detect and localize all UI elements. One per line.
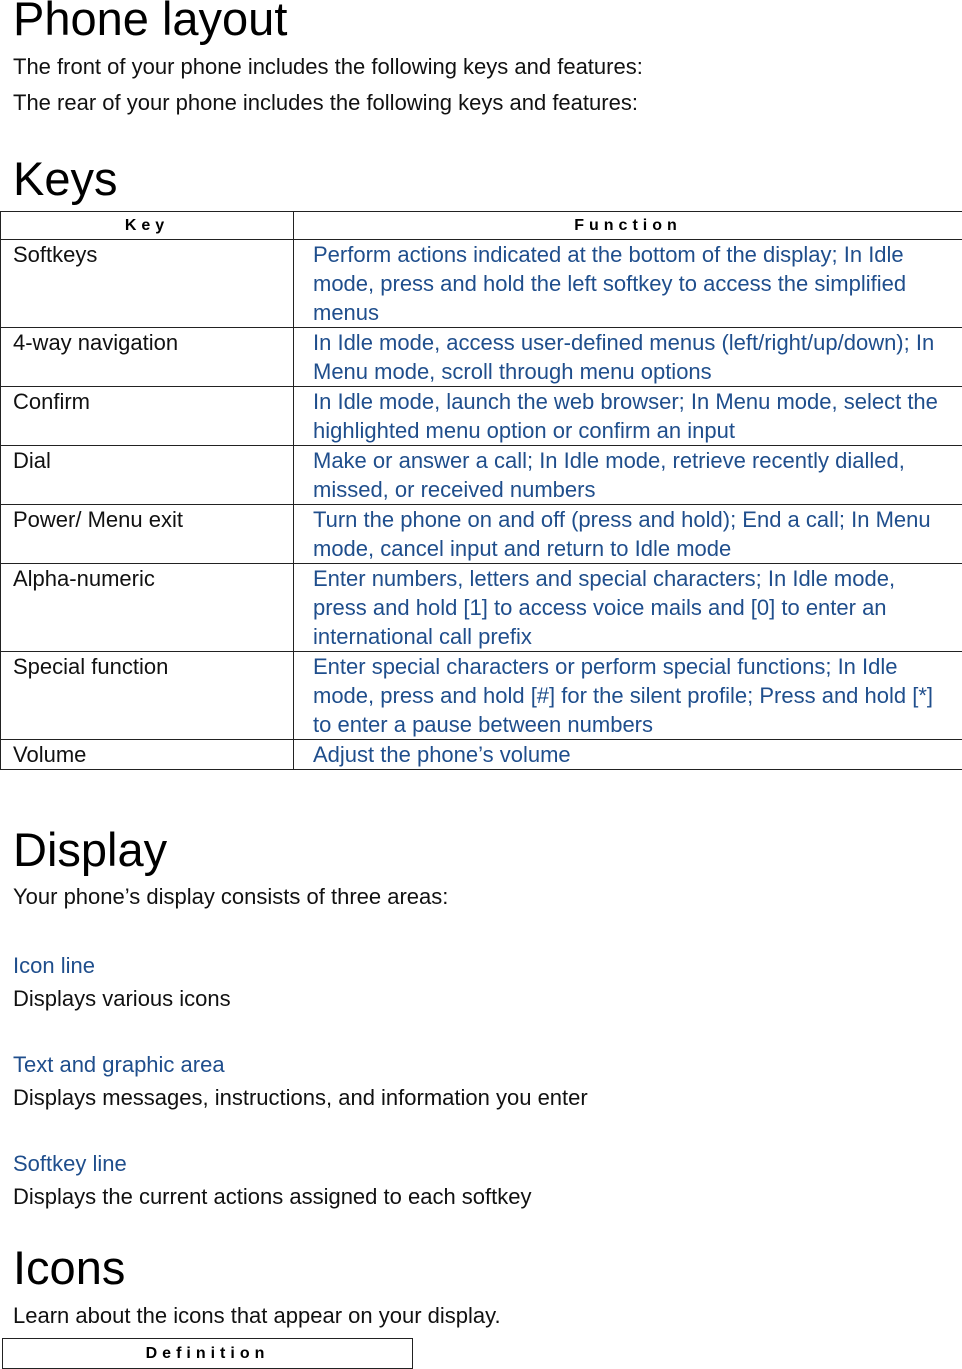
keys-heading: Keys [13,152,118,205]
key-function: Perform actions indicated at the bottom of the display; In Idle mode, press and hold the left softkey to access the simplified menus [294,240,962,328]
phone-layout-heading: Phone layout [13,0,288,45]
key-function: In Idle mode, access user-defined menus (left/right/up/down); In Menu mode, scroll through menu options [294,328,962,387]
key-name: Special function [1,652,294,740]
softkey-line-title: Softkey line [13,1151,127,1176]
table-row [1,240,962,328]
key-name: Confirm [1,387,294,446]
rear-keys-text: The rear of your phone includes the following keys and features: [13,90,638,115]
icon-line-desc: Displays various icons [13,986,231,1011]
softkey-line-desc: Displays the current actions assigned to each softkey [13,1184,532,1209]
key-function: Make or answer a call; In Idle mode, retrieve recently dialled, missed, or received numbers [294,446,962,505]
table-row [1,387,962,446]
display-heading: Display [13,823,168,876]
text-graphic-area-title: Text and graphic area [13,1052,225,1077]
key-function: Enter special characters or perform special functions; In Idle mode, press and hold [#] for the silent profile; Press and hold [*] to enter a pause between numbers [294,652,962,740]
icons-intro: Learn about the icons that appear on your display. [13,1303,501,1328]
icon-line-title: Icon line [13,953,95,978]
table-row [1,446,962,505]
table-row [1,564,962,652]
front-keys-text: The front of your phone includes the following keys and features: [13,54,643,79]
key-name: Alpha-numeric [1,564,294,652]
key-function: Adjust the phone’s volume [294,740,962,770]
table-row [1,652,962,740]
key-name: 4-way navigation [1,328,294,387]
display-intro: Your phone’s display consists of three areas: [13,884,449,909]
key-name: Volume [1,740,294,770]
key-name: Dial [1,446,294,505]
function-column-header: Function [294,212,962,240]
definition-table-header: Definition [2,1338,413,1369]
key-name: Softkeys [1,240,294,328]
table-row [1,328,962,387]
key-function: In Idle mode, launch the web browser; In Menu mode, select the highlighted menu option or confirm an input [294,387,962,446]
keys-table [0,211,962,770]
table-row [1,505,962,564]
text-graphic-area-desc: Displays messages, instructions, and information you enter [13,1085,588,1110]
key-function: Turn the phone on and off (press and hold); End a call; In Menu mode, cancel input and return to Idle mode [294,505,962,564]
icons-heading: Icons [13,1241,126,1294]
table-row [1,740,962,770]
key-function: Enter numbers, letters and special characters; In Idle mode, press and hold [1] to access voice mails and [0] to enter an international call prefix [294,564,962,652]
key-column-header: Key [1,212,294,240]
keys-table-header [1,212,962,240]
key-name: Power/ Menu exit [1,505,294,564]
